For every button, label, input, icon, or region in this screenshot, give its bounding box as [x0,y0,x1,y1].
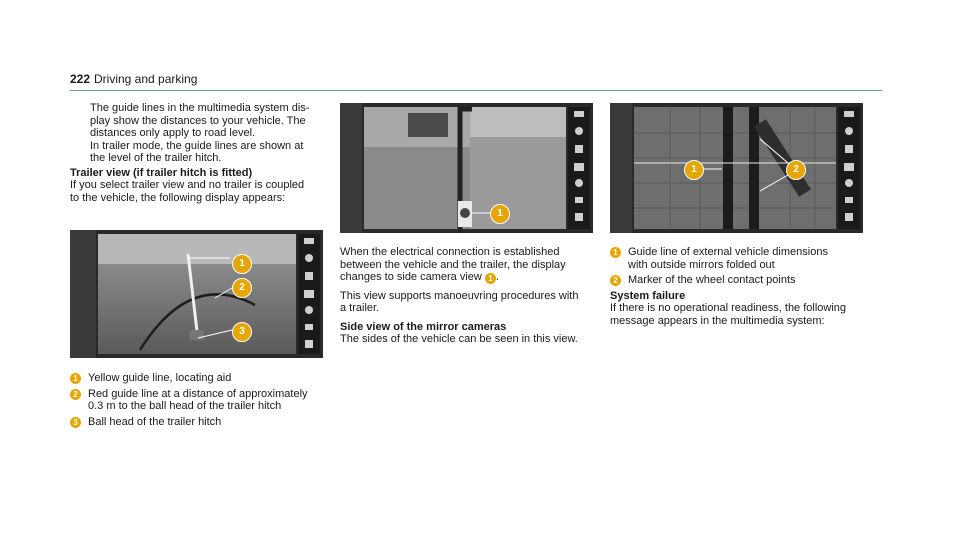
legend-item [70,372,330,385]
legend-item [610,274,875,287]
legend-text: Marker of the wheel contact points [628,274,796,286]
legend-list [70,372,330,428]
callout-1: 1 [232,254,252,274]
section-title: Driving and parking [94,72,198,86]
side-camera-text-a: When the electrical connection is established between the vehicle and the trailer, the display changes to side camera view [340,246,566,283]
column-1-legend [70,372,330,431]
legend-item [610,246,875,271]
legend-number: 3 [70,417,81,428]
column-3 [610,246,875,327]
legend-number: 2 [610,275,621,286]
inline-number: 1 [485,273,496,284]
legend-text: Ball head of the trailer hitch [88,415,222,428]
legend-number: 2 [70,389,81,400]
legend-number: 1 [70,373,81,384]
manoeuvring-text: This view supports manoeuvring procedures with a trailer. [340,289,579,314]
system-failure-heading: System failure [610,289,686,302]
trailer-view-heading: Trailer view (if trailer hitch is fitted) [70,166,253,179]
callout-1: 1 [684,160,704,180]
legend-item [70,416,330,429]
side-camera-text [340,246,600,284]
mirror-cameras-body: The sides of the vehicle can be seen in this view. [340,333,578,345]
legend-text: Guide line of external vehicle dimensions with outside mirrors folded out [628,246,828,271]
intro-text: The guide lines in the multimedia system dis- play show the distances to your vehicle. The distances only apply to road level. In trailer mode, the guide lines are shown at the level of the trailer hitch. [90,102,310,164]
column-1 [70,102,330,204]
system-failure-body: If there is no operational readiness, the following message appears in the multimedia system: [610,302,847,327]
trailer-view-body: If you select trailer view and no trailer is coupled to the vehicle, the following display appears: [70,179,305,204]
trailer-view-screenshot [70,230,323,358]
column-2 [340,246,600,346]
callout-2: 2 [232,278,252,298]
page-number: 222 [70,72,91,86]
side-camera-text-b: . [495,271,499,283]
mirror-cameras-heading: Side view of the mirror cameras [340,320,507,333]
legend-text: Yellow guide line, locating aid [88,372,232,384]
legend-item [70,388,330,413]
mirror-camera-screenshot [610,103,863,233]
legend-list [610,246,875,287]
legend-number: 1 [610,247,621,258]
page-header [70,70,882,91]
legend-text: Red guide line at a distance of approximately 0.3 m to the ball head of the trailer hitch [88,387,308,412]
callout-1: 1 [490,204,510,224]
side-camera-screenshot [340,103,593,233]
callout-3: 3 [232,322,252,342]
callout-2: 2 [786,160,806,180]
